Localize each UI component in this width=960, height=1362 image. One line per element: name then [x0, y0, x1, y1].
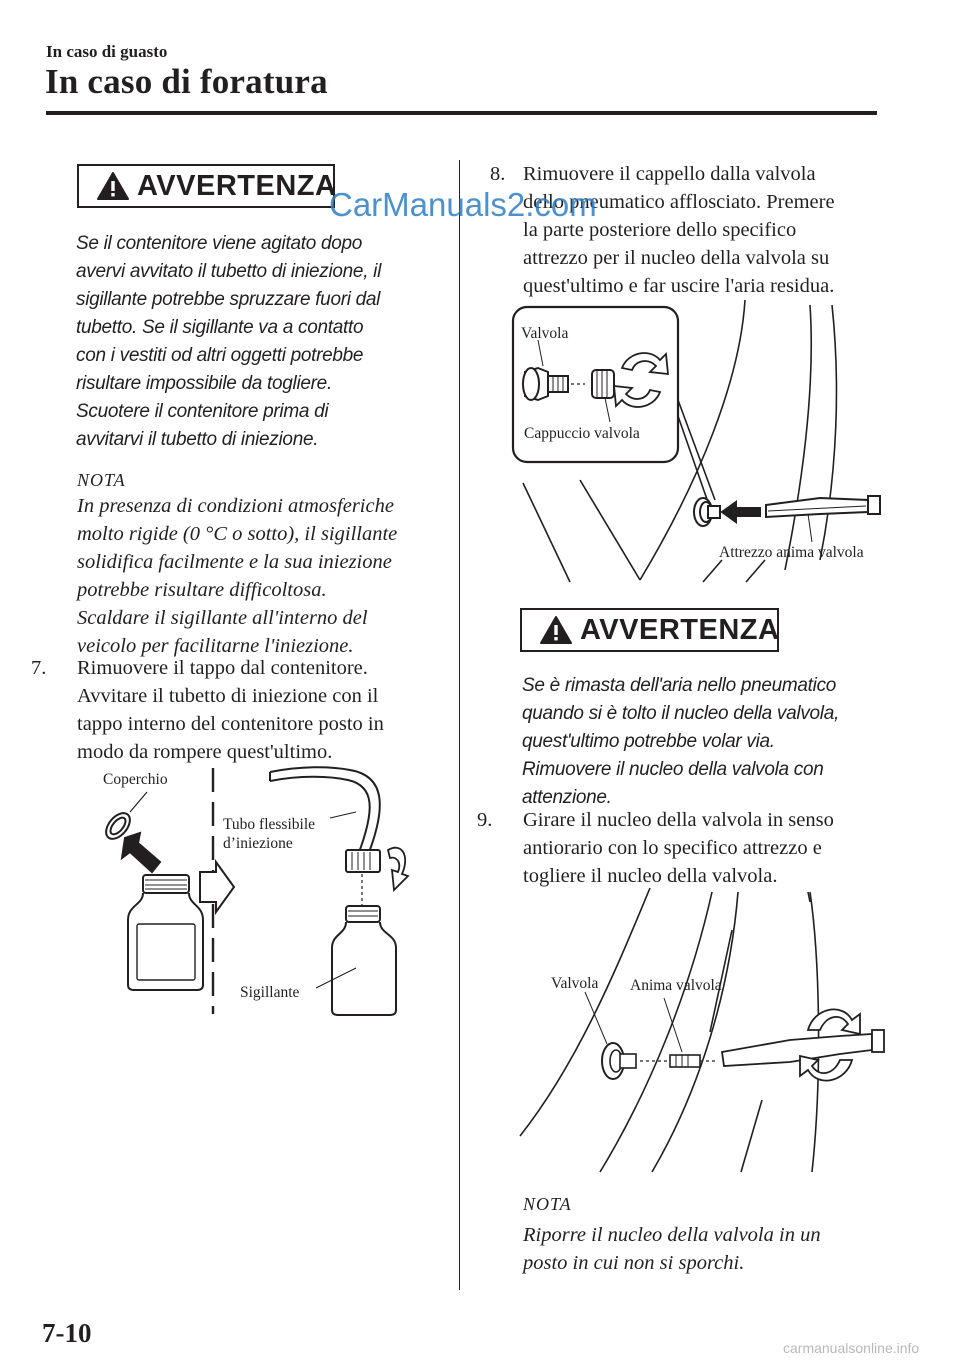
nota-text-right	[523, 1221, 903, 1277]
warning-line: Rimuovere il nucleo della valvola con	[522, 759, 824, 780]
nota-line: Scaldare il sigillante all'interno del	[77, 607, 368, 629]
label-attrezzo: Attrezzo anima valvola	[719, 544, 864, 561]
warning-line: con i vestiti od altri oggetti potrebbe	[76, 345, 364, 366]
warning-line: sigillante potrebbe spruzzare fuori dal	[76, 289, 381, 310]
page-title: In caso di foratura	[45, 62, 328, 101]
warning-line: Se è rimasta dell'aria nello pneumatico	[522, 675, 837, 696]
nota-line: posto in cui non si sporchi.	[523, 1252, 745, 1274]
step-line: dello pneumatico afflosciato. Premere	[523, 191, 835, 213]
label-cappuccio: Cappuccio valvola	[524, 425, 640, 442]
warning-line: quest'ultimo potrebbe volar via.	[522, 731, 775, 752]
rotate-arrow-icon	[808, 1009, 860, 1034]
warning-line: Scuotere il contenitore prima di	[76, 401, 329, 422]
footer-link[interactable]: carmanualsonline.info	[783, 1340, 920, 1356]
step-number: 7.	[31, 657, 47, 679]
warning-label: AVVERTENZA	[580, 613, 780, 646]
warning-line: attenzione.	[522, 787, 612, 808]
rotate-arrow-icon	[800, 1056, 852, 1081]
step-line: Rimuovere il cappello dalla valvola	[523, 163, 816, 185]
step-line: tappo interno del contenitore posto in	[77, 713, 384, 735]
step-line: Avvitare il tubetto di iniezione con il	[77, 685, 379, 707]
warning-line: avvitarvi il tubetto di iniezione.	[76, 429, 319, 450]
warning-line: tubetto. Se il sigillante va a contatto	[76, 317, 364, 338]
label-valvola: Valvola	[521, 325, 569, 342]
step-line: Girare il nucleo della valvola in senso	[523, 809, 834, 831]
nota-heading-right: NOTA	[523, 1194, 572, 1214]
watermark-link[interactable]: CarManuals2.com	[329, 186, 597, 223]
step-line: antiorario con lo specifico attrezzo e	[523, 837, 822, 859]
warning-line: risultare impossibile da togliere.	[76, 373, 332, 394]
label-tubo-2: d’iniezione	[223, 835, 293, 852]
label-anima: Anima valvola	[630, 977, 722, 994]
label-sigillante: Sigillante	[240, 984, 300, 1001]
nota-line: solidifica facilmente e la sua iniezione	[77, 551, 392, 573]
step-number: 9.	[477, 809, 493, 831]
step-line: attrezzo per il nucleo della valvola su	[523, 247, 830, 269]
warning-label: AVVERTENZA	[137, 169, 337, 202]
nota-heading-left: NOTA	[77, 470, 126, 490]
nota-line: In presenza di condizioni atmosferiche	[77, 495, 394, 517]
label-valvola-2: Valvola	[551, 975, 599, 992]
step-line: modo da rompere quest'ultimo.	[77, 741, 333, 763]
nota-line: veicolo per facilitarne l'iniezione.	[77, 635, 354, 657]
step-line: quest'ultimo e far uscire l'aria residua.	[523, 275, 835, 297]
step-number: 8.	[490, 163, 506, 185]
step-line: la parte posteriore dello specifico	[523, 219, 797, 241]
warning-line: avervi avvitato il tubetto di iniezione, il	[76, 261, 381, 282]
nota-line: potrebbe risultare difficoltosa.	[77, 579, 327, 601]
label-tubo-1: Tubo flessibile	[223, 816, 316, 833]
step-line: Rimuovere il tappo dal contenitore.	[77, 657, 368, 679]
section-header: In caso di guasto	[46, 42, 168, 61]
warning-line: quando si è tolto il nucleo della valvola,	[522, 703, 839, 724]
warning-line: Se il contenitore viene agitato dopo	[76, 233, 363, 254]
nota-line: molto rigide (0 °C o sotto), il sigillante	[77, 523, 398, 545]
nota-line: Riporre il nucleo della valvola in un	[523, 1224, 821, 1246]
step-line: togliere il nucleo della valvola.	[523, 865, 778, 887]
page-number: 7-10	[42, 1318, 92, 1348]
label-coperchio: Coperchio	[103, 771, 168, 788]
